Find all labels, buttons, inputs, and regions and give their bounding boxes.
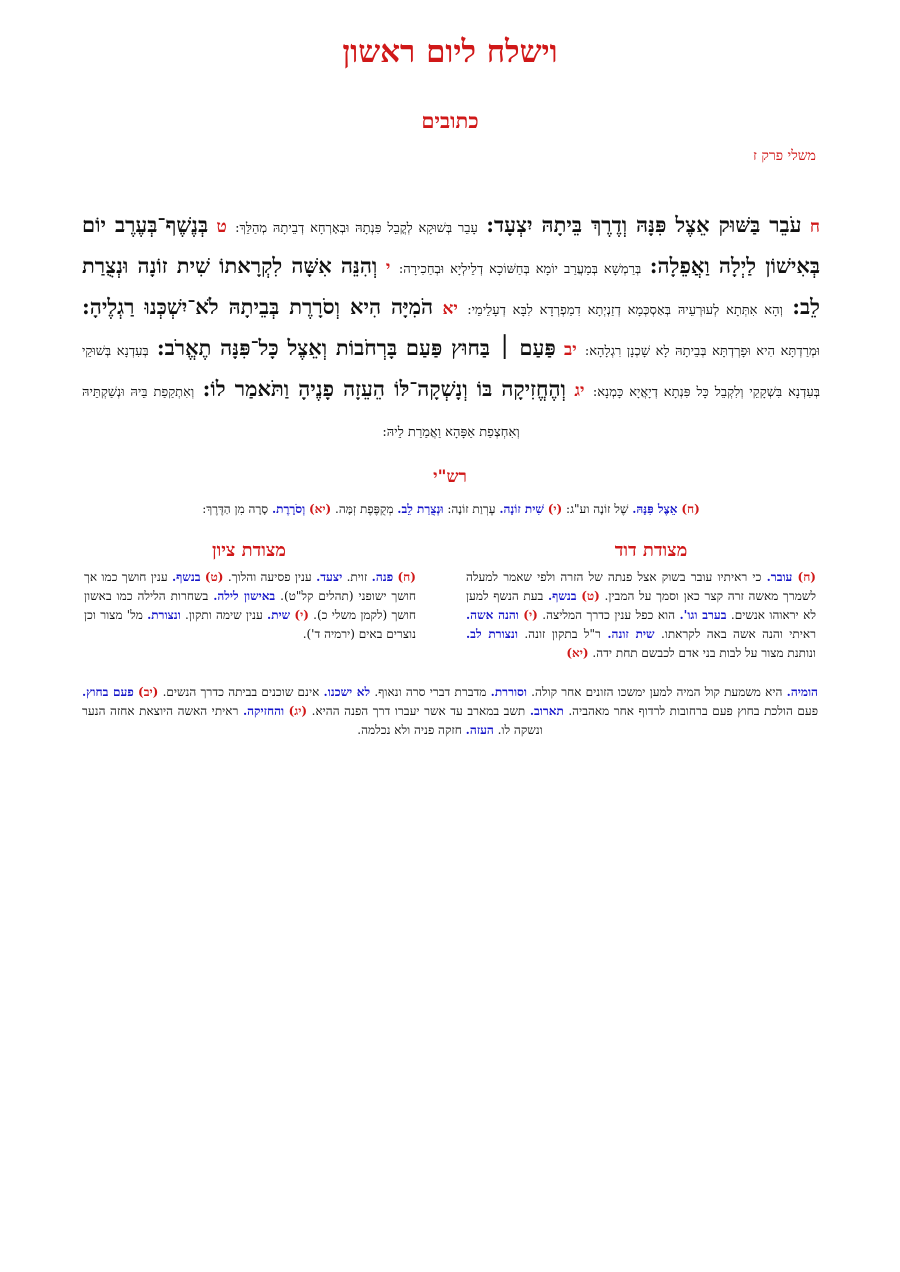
verse-text: בְּנֶשֶׁף־בְּעֶרֶב יוֹם בְּאִישׁוֹן לַיְלָה וַאֲפֵלָה: xyxy=(82,212,820,278)
targum-text: וְאִתְקַפַת בֵּיהּ וּנְשַׁקְתֵּיהּ וְאִחְצְפַת אַפָּהָא וַאֲמַרַת לֵיהּ: xyxy=(82,385,520,440)
entry-text: בשחרות הלילה כמו באשון חושך (לקמן משלי כ). xyxy=(84,589,416,622)
entry-text: ונותנת מצור על לבות בני אדם לכבשם תחת ידה. xyxy=(592,646,816,660)
entry-text: בעת הנשף למען לא יראוהו אנשים. xyxy=(466,589,816,622)
entry-text: ענין חושך כמו אך חושך ישופני (תהלים קל"ט). xyxy=(84,570,416,603)
entry-keyword: והנה אשה. xyxy=(466,608,519,622)
entry-keyword: והחזיקה. xyxy=(242,704,285,718)
entry-keyword: בנשף. xyxy=(171,570,201,584)
entry-keyword: עובר. xyxy=(766,570,793,584)
targum-text: בְּעִדְנָא בְּשׁוּקֵי בְּעִדְנָא בִּשְׁקָקֵי וְלִקְבֵל כָּל פִּנְתָא דְיָאֲיָא כָּמְנָא: xyxy=(82,344,820,400)
entry-keyword: לא ישכנו. xyxy=(323,685,371,699)
verse-number: יא xyxy=(442,299,458,319)
entry-number: (ט) xyxy=(581,589,600,603)
entry-keyword: פנה. xyxy=(371,570,394,584)
entry-text: שֶׁל זוֹנָה וע"ג: xyxy=(566,502,629,516)
entry-text: זוית. xyxy=(346,570,368,584)
entry-text: ראיתי האשה היוצאת אחזה הנער ונשקה לו. xyxy=(82,704,543,737)
verse-text: וְהֶחֱזִיקָה בּוֹ וְנָשְׁקָה־לּוֹ הֵעֵזָה פָנֶיהָ וַתֹּאמַר לוֹ: xyxy=(202,376,566,401)
entry-text: ראיתי והנה אשה באה לקראתו. xyxy=(660,627,816,641)
entry-text: הוא כפל ענין כדרך המליצה. xyxy=(542,608,676,622)
entry-keyword: הומיה. xyxy=(786,685,818,699)
entry-text: סָרָה מִן הַדֶּרֶךְ: xyxy=(202,502,269,516)
verse-text: עֹבֵר בַּשּׁוּק אֵצֶל פִּנָּהּ וְדֶרֶךְ בֵּיתָהּ יִצְעָד: xyxy=(486,212,802,237)
entry-keyword: וּנְצֻרַת לֵב. xyxy=(397,502,444,516)
targum-text: וְהָא אִתְּתָא לְעוּרְעֵיהּ בְּאַסְכְּמָא דְזַנְיְתָא דִמַפְרְדָא לִבָּא דְעָלֵימֵי: xyxy=(467,303,783,318)
entry-keyword: שית. xyxy=(267,608,291,622)
entry-keyword: בנשף. xyxy=(548,589,577,603)
targum-text: עָבֵר בְּשׁוּקָא לְקֳבֵל פִּנְתָהּ וּבְאָרְחָא דְבֵיתָהּ מְהַלֵּךְ: xyxy=(235,221,478,236)
entry-text: תשב במארב עד אשר יעברו דרך הפנה ההיא. xyxy=(311,704,526,718)
verse-text: הֹמִיָּה הִיא וְסֹרָרֶת בְּבֵיתָהּ לֹא־יִשְׁכְּנוּ רַגְלֶיהָ: xyxy=(82,294,434,319)
entry-text: ענין פסיעה והלוך. xyxy=(227,570,312,584)
entry-number: (י) xyxy=(547,502,563,516)
entry-text: מְקֻפֶּפֶת זְמָּה. xyxy=(335,502,394,516)
targum-text: וּמְרַדְתָּא הִיא וּפָרְדְתָּא בְּבֵיתָהּ לָא שָׁכְנָן רִגְלָהָא: xyxy=(584,344,820,359)
entry-number: (יב) xyxy=(138,685,159,699)
entry-number: (י) xyxy=(523,608,538,622)
entry-keyword: וְסֹרָרֶת. xyxy=(271,502,306,516)
rashi-commentary xyxy=(82,500,820,518)
entry-text: עֶרְוַת זוֹנָה: xyxy=(447,502,496,516)
entry-text: ענין שימה ותקון. xyxy=(185,608,263,622)
chapter-reference: משלי פרק ז xyxy=(753,148,816,164)
metzudat-david-title: מצודת דוד xyxy=(614,540,688,561)
entry-keyword: ונצורת לב. xyxy=(466,627,518,641)
metzudat-zion-column xyxy=(84,568,416,644)
rashi-title: רש"י xyxy=(433,467,467,487)
entry-number: (יא) xyxy=(566,646,589,660)
verse-number: י xyxy=(385,258,391,278)
verse xyxy=(235,213,820,237)
entry-text: ר"ל בתקון זונה. xyxy=(524,627,601,641)
entry-keyword: שִׁית זוֹנָה. xyxy=(499,502,544,516)
verse-number: יג xyxy=(574,381,585,401)
entry-text: אינם שוכנים בביתה כדרך הנשים. xyxy=(162,685,320,699)
entry-keyword: פעם בחוץ. xyxy=(82,685,134,699)
entry-text: היא משמעת קול המיה למען ימשכו הזונים אחר קולה. xyxy=(531,685,783,699)
entry-keyword: אֵצֶל פִּנָּהּ. xyxy=(632,502,678,516)
entry-text: חזקה פניה ולא נכלמה. xyxy=(357,723,462,737)
entry-text: כי ראיתיו עובר בשוק אצל פנתה של הזרה ולפי שאמר למעלה לשמרך מאשה זרה קצר כאן וסמך על המבין. xyxy=(466,570,816,603)
entry-number: (י) xyxy=(294,608,309,622)
entry-keyword: שית זונה. xyxy=(607,627,655,641)
metzudat-david-column xyxy=(466,568,816,663)
entry-keyword: בערב וגו'. xyxy=(679,608,727,622)
entry-text: מל' מצור וכן נוצרים באים (ירמיה ד'). xyxy=(84,608,416,641)
section-title: כתובים xyxy=(421,108,479,133)
entry-number: (ח) xyxy=(797,570,816,584)
entry-number: (יג) xyxy=(288,704,308,718)
entry-text: פעם הולכת בחוץ פעם ברחובות לרדוף אחר מאהביה. xyxy=(568,704,818,718)
verse-text: וְהִנֵּה אִשָּׁה לִקְרָאתוֹ שִׁית זוֹנָה וּנְצֻרַת לֵב: xyxy=(82,253,820,319)
entry-number: (יא) xyxy=(308,502,332,516)
verse-number: יב xyxy=(564,340,577,360)
entry-keyword: ונצורת. xyxy=(147,608,181,622)
entry-keyword: באישון לילה. xyxy=(213,589,276,603)
verse-number: ח xyxy=(809,217,820,237)
entry-number: (ח) xyxy=(397,570,416,584)
verse-number: ט xyxy=(216,217,227,237)
targum-text: בְּרַמְשָׁא בְּמַעֲרַב יוֹמָא בְּחַשּׁוֹכָא דְלֵילְיָא וּבְחַכִירָה: xyxy=(398,262,642,277)
entry-number: (ח) xyxy=(681,502,700,516)
entry-keyword: העזה. xyxy=(465,723,494,737)
entry-keyword: וסוררת. xyxy=(490,685,527,699)
verse-text: פַּעַם ׀ בַּחוּץ פַּעַם בָּרְחֹבוֹת וְאֵצֶל כָּל־פִּנָּה תֶאֱרֹב: xyxy=(156,335,556,360)
entry-keyword: יצעד. xyxy=(316,570,343,584)
page-title: וישלח ליום ראשון xyxy=(342,34,558,70)
entry-text: מדברת דברי סרה ונאוף. xyxy=(374,685,487,699)
verse xyxy=(82,377,584,441)
entry-number: (ט) xyxy=(204,570,224,584)
metzudat-zion-title: מצודת ציון xyxy=(212,540,286,561)
entry-keyword: תארוב. xyxy=(529,704,564,718)
verse-block xyxy=(82,206,820,451)
metzudat-david-continuation xyxy=(82,683,818,740)
